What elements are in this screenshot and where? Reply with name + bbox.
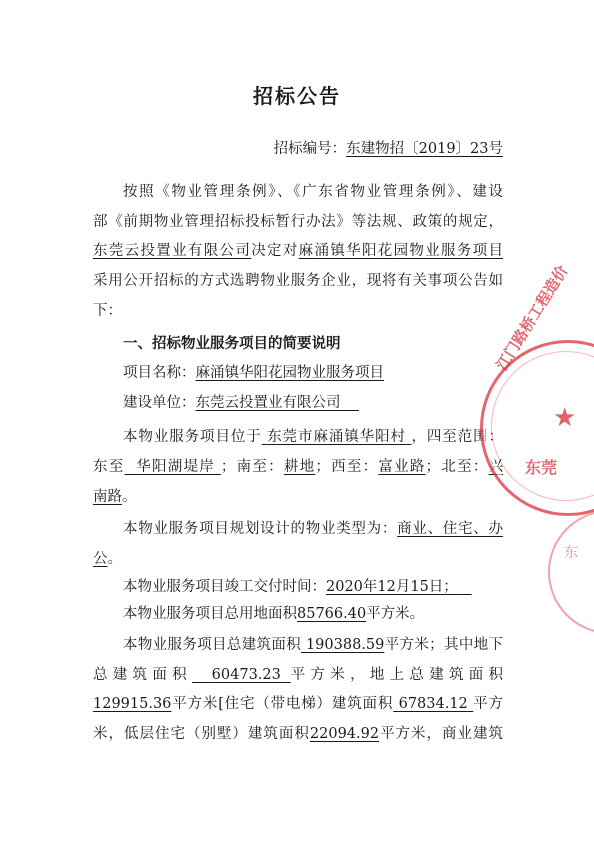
residential-area-value: 67834.12 [398,696,468,712]
total-area-value: 190388.59 [305,637,385,653]
north-label: ；北至： [425,459,489,475]
secondary-seal [548,510,594,634]
builder-value: 东莞云投置业有限公司 [195,395,341,411]
land-line [123,603,503,625]
west-value: 富业路 [378,459,426,475]
location-line-2 [93,456,503,478]
building-l3-suffix: 平方 [473,696,504,712]
land-prefix: 本物业服务项目总用地面积 [123,606,297,622]
seal-star-icon: ★ [553,403,577,433]
intro-org: 东莞云投置业有限公司 [93,243,252,259]
building-line-3 [93,693,503,715]
intro-line-3 [93,240,503,262]
location-line-3 [93,486,503,508]
location-prefix: 本物业服务项目位于 [123,429,262,445]
seal-text-bottom: 东莞 [525,458,558,477]
location-place: 东莞市麻涌镇华阳村 [267,429,406,445]
delivery-prefix: 本物业服务项目竣工交付时间： [123,579,326,595]
types-value-2: 公 [93,551,108,567]
location-mid: ，四至范围： [411,429,504,445]
intro-mid: 决定对 [251,243,299,259]
building-line-4 [93,723,503,745]
intro-project: 麻涌镇华阳花园物业服务项目 [298,243,504,259]
types-end: 。 [107,551,122,567]
building-l2-prefix: 总建筑面积 [93,667,192,683]
location-line-1 [123,426,503,448]
building-line-2 [93,664,503,686]
types-value-1: 商业、住宅、办 [397,521,503,537]
tender-number-line [93,138,503,160]
seal2-text: 东 [564,545,578,561]
south-value: 耕地 [283,459,316,475]
project-name-line [123,362,503,384]
tender-number-label: 招标编号： [273,141,347,157]
builder-label: 建设单位： [123,395,196,411]
land-suffix: 平方米。 [366,606,425,622]
building-l4-prefix: 米，低层住宅（别墅）建筑面积 [93,726,310,742]
west-label: ；西至： [315,459,379,475]
intro-line-4: 采用公开招标的方式选聘物业服务企业，现将有关事项公告如 [93,273,503,289]
land-value: 85766.40 [297,606,367,622]
east-label: 东至 [93,459,125,475]
intro-line-2: 部《前期物业管理招标投标暂行办法》等法规、政策的规定， [93,214,503,230]
types-prefix: 本物业服务项目规划设计的物业类型为： [123,521,398,537]
seal-text-top: 江门路桥工程造价 [492,262,572,374]
building-l3-mid: 平方米[住宅（带电梯）建筑面积 [171,696,394,712]
section-1-heading: 一、招标物业服务项目的简要说明 [123,336,341,352]
project-name-label: 项目名称： [123,365,196,381]
above-ground-area-value: 129915.36 [93,696,172,712]
building-l1-suffix: 平方米；其中地下 [384,637,504,653]
building-l2-suffix: 平方米，地上总建筑面积 [290,667,504,683]
tender-number-value: 东建物招〔2019〕23号 [346,141,503,157]
north-value-2: 南路 [93,489,122,505]
delivery-value: 2020年12月15日； [326,579,458,595]
underground-area-value: 60473.23 [211,667,281,683]
project-name-value: 麻涌镇华阳花园物业服务项目 [195,365,384,381]
page-title: 招标公告 [253,84,341,108]
north-value-1: 兴 [488,459,504,475]
villa-area-value: 22094.92 [309,726,380,742]
types-line-2 [93,548,503,570]
building-l4-suffix: 平方米，商业建筑 [379,726,504,742]
building-line-1 [123,634,503,656]
location-end: 。 [122,489,137,505]
south-label: ；南至： [220,459,284,475]
building-prefix: 本物业服务项目总建筑面积 [123,637,301,653]
intro-line-1: 按照《物业管理条例》、《广东省物业管理条例》、建设 [123,184,503,200]
types-line-1 [123,518,503,540]
builder-line [123,392,503,414]
east-value: 华阳湖堤岸 [136,459,215,475]
intro-line-5: 下： [93,303,122,319]
delivery-line [123,576,503,598]
